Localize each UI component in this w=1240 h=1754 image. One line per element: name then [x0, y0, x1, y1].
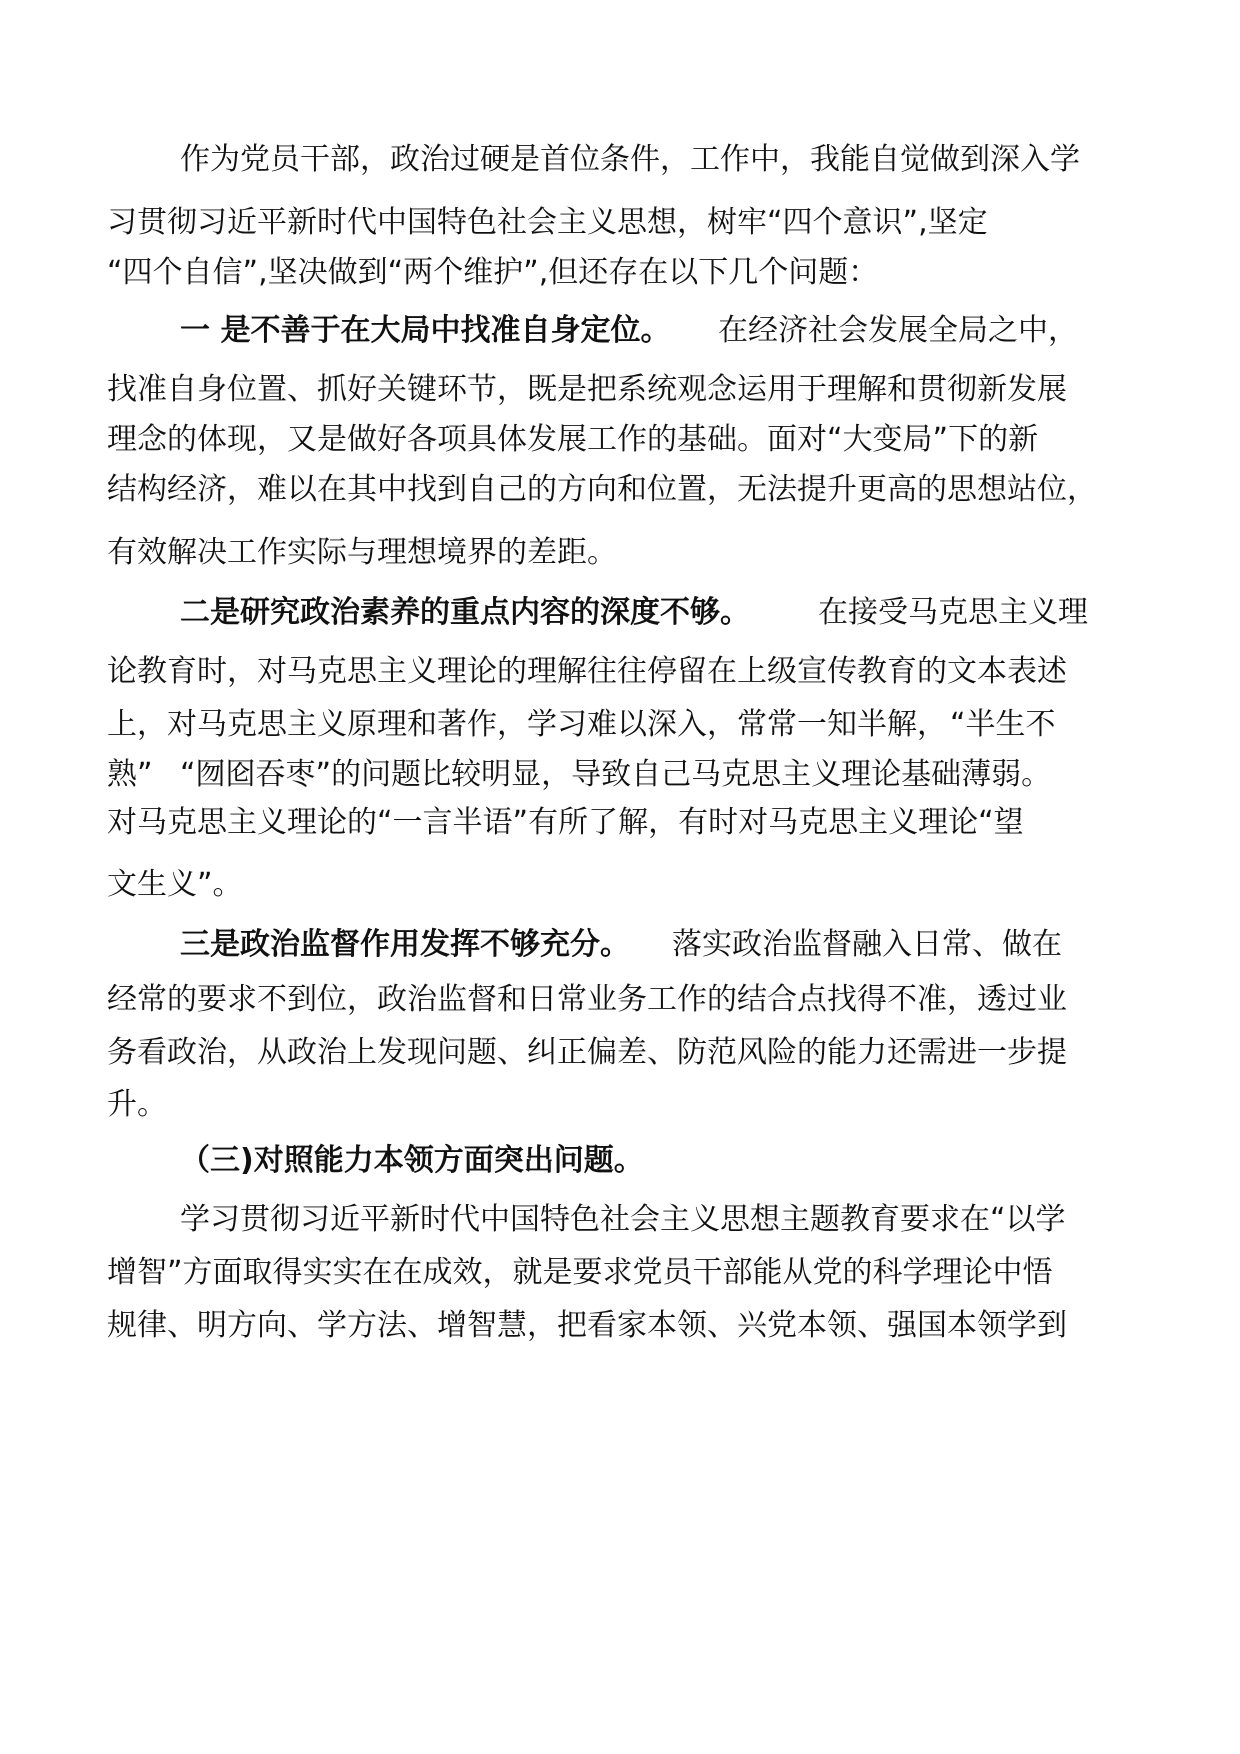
section-3-heading: 三是政治监督作用发挥不够充分。 — [180, 927, 630, 962]
subsection-heading: （三)对照能力本领方面突出问题。 — [180, 1143, 644, 1178]
section-2-line-6: 文生义”。 — [107, 867, 243, 902]
section-1-heading: 一 是不善于在大局中找准自身定位。 — [180, 313, 671, 348]
section-2-line-3-quote: “半生不 — [950, 707, 1056, 742]
section-1-line-3: 理念的体现，又是做好各项具体发展工作的基础。面对“大变局”下的新 — [107, 422, 1039, 457]
section-2-line-5: 对马克思主义理论的“一言半语”有所了解，有时对马克思主义理论“望 — [107, 805, 1024, 840]
section-3-line-4: 升。 — [107, 1087, 167, 1122]
paragraph-1-line-3: “四个自信”,坚决做到“两个维护”,但还存在以下几个问题： — [107, 255, 879, 290]
paragraph-2-line-2: 增智”方面取得实实在在成效，就是要求党员干部能从党的科学理论中悟 — [107, 1255, 1053, 1290]
paragraph-2-line-3: 规律、明方向、学方法、增智慧，把看家本领、兴党本领、强国本领学到 — [107, 1308, 1067, 1343]
section-2-line-2: 论教育时，对马克思主义理论的理解往往停留在上级宣传教育的文本表述 — [107, 654, 1067, 689]
section-2-line-3: 上，对马克思主义原理和著作，学习难以深入，常常一知半解， — [107, 707, 947, 742]
section-2-line-1-rest: 在接受马克思主义理 — [818, 595, 1088, 630]
paragraph-1-line-1: 作为党员干部，政治过硬是首位条件，工作中，我能自觉做到深入学 — [180, 142, 1080, 177]
section-1-line-5: 有效解决工作实际与理想境界的差距。 — [107, 535, 617, 570]
section-3-line-3: 务看政治，从政治上发现问题、纠正偏差、防范风险的能力还需进一步提 — [107, 1035, 1067, 1070]
section-1-line-2: 找准自身位置、抓好关键环节，既是把系统观念运用于理解和贯彻新发展 — [107, 372, 1067, 407]
paragraph-2-line-1: 学习贯彻习近平新时代中国特色社会主义思想主题教育要求在“以学 — [180, 1202, 1066, 1237]
section-1-line-4: 结构经济，难以在其中找到自己的方向和位置，无法提升更高的思想站位， — [107, 472, 1097, 507]
section-2-line-4-rest: “囫囵吞枣”的问题比较明显，导致自己马克思主义理论基础薄弱。 — [180, 757, 1052, 792]
section-3-line-2: 经常的要求不到位，政治监督和日常业务工作的结合点找得不准，透过业 — [107, 982, 1067, 1017]
section-3-line-1-rest: 落实政治监督融入日常、做在 — [672, 927, 1062, 962]
paragraph-1-line-2: 习贯彻习近平新时代中国特色社会主义思想，树牢“四个意识”,坚定 — [107, 205, 988, 240]
section-2-heading: 二是研究政治素养的重点内容的深度不够。 — [180, 595, 750, 630]
section-2-line-4-start: 熟” — [107, 757, 153, 792]
section-1-line-1-rest: 在经济社会发展全局之中， — [718, 313, 1078, 348]
